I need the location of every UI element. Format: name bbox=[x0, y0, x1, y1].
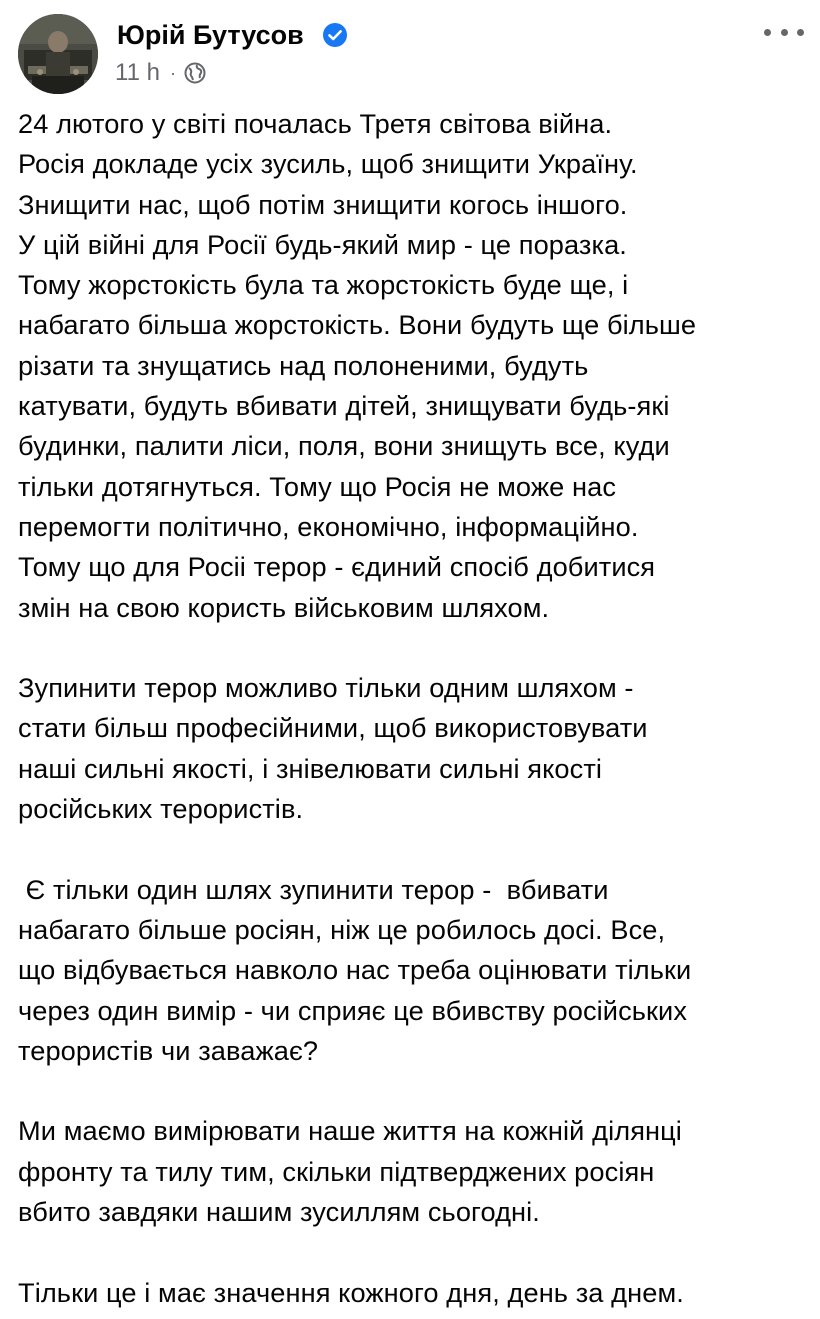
author-avatar[interactable] bbox=[18, 14, 98, 94]
more-dot bbox=[764, 29, 771, 36]
post-paragraph bbox=[18, 104, 813, 628]
post-text-line: через один вимір - чи сприяє це вбивству російських bbox=[18, 994, 688, 1026]
post-timestamp[interactable]: 11 h bbox=[115, 59, 160, 86]
post-meta bbox=[115, 58, 206, 88]
post-text-line: Є тільки один шлях зупинити терор - вбивати bbox=[18, 873, 609, 905]
post-paragraph bbox=[18, 1273, 813, 1313]
post-text-line: терористів чи заважає? bbox=[18, 1034, 319, 1066]
post-text-line: Тільки це і має значення кожного дня, день за днем. bbox=[18, 1276, 684, 1308]
post-text-line: стати більш професійними, щоб використовувати bbox=[18, 712, 648, 744]
more-options-icon[interactable] bbox=[764, 20, 804, 44]
verified-badge-icon bbox=[322, 22, 348, 48]
post-text-line: Ми маємо вимірювати наше життя на кожній ділянці bbox=[18, 1115, 682, 1147]
post-text-line: Росія докладе усіх зусиль, щоб знищити Україну. bbox=[18, 148, 638, 180]
author-name[interactable]: Юрій Бутусов bbox=[117, 20, 304, 50]
post-text-line: набагато більше росіян, ніж це робилось досі. Все, bbox=[18, 913, 666, 945]
globe-icon bbox=[184, 62, 206, 84]
post-text-line: Зупинити терор можливо тільки одним шляхом - bbox=[18, 672, 634, 704]
post-text-line: будинки, палити ліси, поля, вони знищуть все, куди bbox=[18, 430, 670, 462]
post-text-line: російських терористів. bbox=[18, 793, 304, 825]
avatar-photo-icon bbox=[18, 14, 98, 94]
meta-separator: · bbox=[169, 62, 176, 83]
post-text-line: наші сильні якості, і знівелювати сильні якості bbox=[18, 752, 603, 784]
post-text-line: фронту та тилу тим, скільки підтверджених росіян bbox=[18, 1155, 655, 1187]
post-text-line: що відбувається навколо нас треба оцінювати тільки bbox=[18, 954, 692, 986]
post-text-line: змін на свою користь військовим шляхом. bbox=[18, 591, 550, 623]
post-paragraph bbox=[18, 1111, 813, 1232]
post-text-line: набагато більша жорстокість. Вони будуть ще більше bbox=[18, 309, 697, 341]
more-dot bbox=[797, 29, 804, 36]
post-text-line: різати та знущатись над полоненими, будуть bbox=[18, 349, 589, 381]
post-body bbox=[18, 104, 813, 1313]
post-text-line: Тому що для Росіі терор - єдиний спосіб добитися bbox=[18, 551, 656, 583]
post-header bbox=[18, 14, 808, 94]
post-text-line: перемогти політично, економічно, інформаційно. bbox=[18, 510, 639, 542]
post-paragraph bbox=[18, 668, 813, 829]
post-text-line: Знищити нас, щоб потім знищити когось іншого. bbox=[18, 188, 628, 220]
post-text-line: У цій війні для Росії будь-який мир - це поразка. bbox=[18, 228, 627, 260]
post-text-line: 24 лютого у світі почалась Третя світова війна. bbox=[18, 108, 613, 139]
post-text-line: вбито завдяки нашим зусиллям сьогодні. bbox=[18, 1196, 540, 1228]
post-paragraph bbox=[18, 870, 813, 1071]
post-text-line: катувати, будуть вбивати дітей, знищувати будь-які bbox=[18, 390, 670, 422]
post-text-line: Тому жорстокість була та жорстокість буде ще, і bbox=[18, 269, 629, 301]
post-text-line: тільки дотягнуться. Тому що Росія не може нас bbox=[18, 470, 617, 502]
more-dot bbox=[781, 29, 788, 36]
